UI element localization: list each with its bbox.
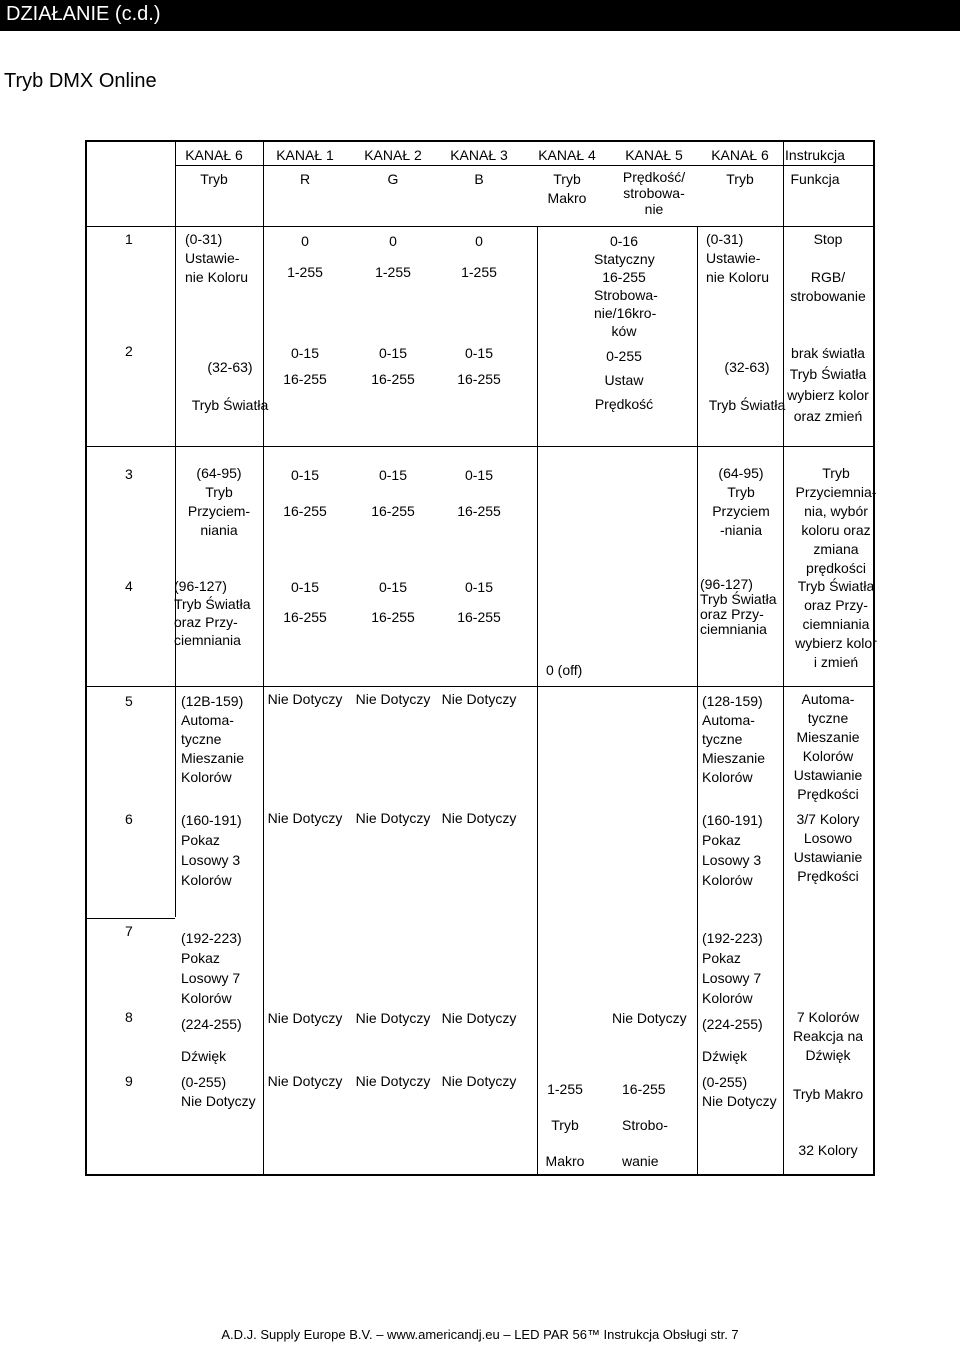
k6b-left-border [697,226,698,1174]
value-cell: 0-15 [290,579,320,595]
value-cell: Nie Dotyczy [355,810,431,826]
row-number: 3 [125,466,133,482]
value-cell: Nie Dotyczy [441,691,517,707]
k6-cell: (32-63) Tryb Światła [191,359,269,413]
k4-left-border [537,226,538,1174]
k4-merged-cell: 0 (off) [546,662,583,678]
k6-cell: (192-223) Pokaz Losowy 7 Kolorów [181,930,242,1006]
row-number: 4 [125,578,133,594]
column-header: KANAŁ 6 [711,147,769,163]
column-header: KANAŁ 3 [450,147,508,163]
row-divider [85,446,875,447]
instruction-cell: Stop RGB/ strobowanie [790,231,866,304]
value-cell: Nie Dotyczy [267,1010,343,1026]
instruction-cell: Tryb Światła oraz Przy- ciemniania wybierz kolor i zmień [795,578,877,670]
instruction-cell: brak światła Tryb Światła wybierz kolor oraz zmień [787,345,869,424]
instruction-cell: Automa- tyczne Mieszanie Kolorów Ustawianie Prędkości [793,691,863,802]
value-cell: Nie Dotyczy [267,691,343,707]
column-header: Instrukcja [785,147,845,163]
value-cell: 1-255 [461,264,497,280]
value-cell: 16-255 [371,609,415,625]
k6b-cell: (32-63) Tryb Światła [708,359,786,413]
instruction-cell: Tryb Makro 32 Kolory [792,1086,864,1158]
k6b-cell: (0-255) Nie Dotyczy [702,1074,777,1109]
value-cell: 16-255 [371,503,415,519]
k6-cell: (0-255) Nie Dotyczy [181,1074,256,1109]
value-cell: 16-255 [457,371,501,387]
instruction-cell: Tryb Przyciemnia- nia, wybór koloru oraz zmiana prędkości [795,465,877,576]
k5-cell: Nie Dotyczy [612,1010,687,1026]
table-left-border [85,140,87,1176]
k6b-cell: (160-191) Pokaz Losowy 3 Kolorów [702,812,763,888]
value-cell: 0 [301,233,309,249]
k6b-cell: (64-95) Tryb Przyciem -niania [712,465,770,538]
k6b-cell: (224-255) Dźwięk [702,1016,763,1064]
section-title: Tryb DMX Online [4,70,157,92]
k6b-cell: (0-31) Ustawie- nie Koloru [706,231,770,285]
row-number: 6 [125,811,133,827]
value-cell: 0-15 [378,345,408,361]
value-cell: Nie Dotyczy [355,691,431,707]
value-cell: 16-255 [283,503,327,519]
value-cell: Nie Dotyczy [441,1073,517,1089]
column-header: KANAŁ 5 [625,147,683,163]
value-cell: 0-15 [290,467,320,483]
k5-cell: 0-255 Ustaw Prędkość [594,348,654,412]
column-subheader: Tryb Makro [547,171,587,206]
value-cell: 0-15 [290,345,320,361]
row-divider [85,686,875,687]
header-divider [175,165,875,166]
k6-cell: (0-31) Ustawie- nie Koloru [185,231,249,285]
column-subheader: Funkcja [790,171,840,187]
row-divider [85,918,175,919]
header-banner [0,0,960,31]
column-subheader: B [474,171,484,187]
value-cell: 0-15 [464,579,494,595]
row-number: 5 [125,693,133,709]
value-cell: Nie Dotyczy [441,810,517,826]
instruction-cell: 3/7 Kolory Losowo Ustawianie Prędkości [793,811,863,884]
value-cell: 16-255 [371,371,415,387]
value-cell: Nie Dotyczy [441,1010,517,1026]
column-subheader: Tryb [726,171,754,187]
k6-cell: (224-255) Dźwięk [181,1016,242,1064]
value-cell: 0 [475,233,483,249]
row-number: 9 [125,1073,133,1089]
k4-cell: 1-255 Tryb Makro [545,1081,585,1169]
value-cell: Nie Dotyczy [267,1073,343,1089]
column-subheader: G [387,171,399,187]
k6b-cell: (192-223) Pokaz Losowy 7 Kolorów [702,930,763,1006]
value-cell: 0-15 [378,467,408,483]
row-number: 2 [125,343,133,359]
page-footer: A.D.J. Supply Europe B.V. – www.americandj.eu – LED PAR 56™ Instrukcja Obsługi str. 7 [221,1327,739,1342]
k5-cell: 0-16 Statyczny 16-255 Strobowa- nie/16kro- ków [594,233,658,339]
value-cell: 1-255 [375,264,411,280]
column-subheader: Prędkość/ strobowa- nie [622,169,686,217]
header-bottom-border [85,226,875,227]
k6-cell: (160-191) Pokaz Losowy 3 Kolorów [181,812,242,888]
k6-cell: (64-95) Tryb Przyciem- niania [187,465,251,538]
column-subheader: R [299,171,311,187]
table-bottom-border [85,1174,875,1176]
value-cell: 0 [389,233,397,249]
k6-left-border [175,140,176,917]
value-cell: 0-15 [464,345,494,361]
row-number: 7 [125,923,133,939]
value-cell: Nie Dotyczy [355,1010,431,1026]
value-cell: 16-255 [457,609,501,625]
value-cell: 0-15 [464,467,494,483]
column-header: KANAŁ 1 [276,147,334,163]
k6b-cell: (128-159) Automa- tyczne Mieszanie Kolorów [702,693,766,785]
k6-cell: (96-127) Tryb Światła oraz Przy- ciemniania [174,578,251,648]
value-cell: 1-255 [287,264,323,280]
header-title: DZIAŁANIE (c.d.) [6,3,161,25]
value-cell: Nie Dotyczy [267,810,343,826]
instruction-cell: 7 Kolorów Reakcja na Dźwięk [792,1009,864,1063]
k5-cell: 16-255 Strobo- wanie [622,1081,668,1169]
column-subheader: Tryb [200,171,228,187]
column-header: KANAŁ 4 [538,147,596,163]
value-cell: Nie Dotyczy [355,1073,431,1089]
value-cell: 0-15 [378,579,408,595]
value-cell: 16-255 [457,503,501,519]
table-top-border [85,140,875,142]
value-cell: 16-255 [283,609,327,625]
row-number: 1 [125,231,133,247]
row-number: 8 [125,1009,133,1025]
value-cell: 16-255 [283,371,327,387]
k6-cell: (12B-159) Automa- tyczne Mieszanie Kolorów [181,693,245,785]
column-header: KANAŁ 6 [185,147,243,163]
column-header: KANAŁ 2 [364,147,422,163]
k6b-cell: (96-127) Tryb Światła oraz Przy- ciemniania [700,576,777,637]
